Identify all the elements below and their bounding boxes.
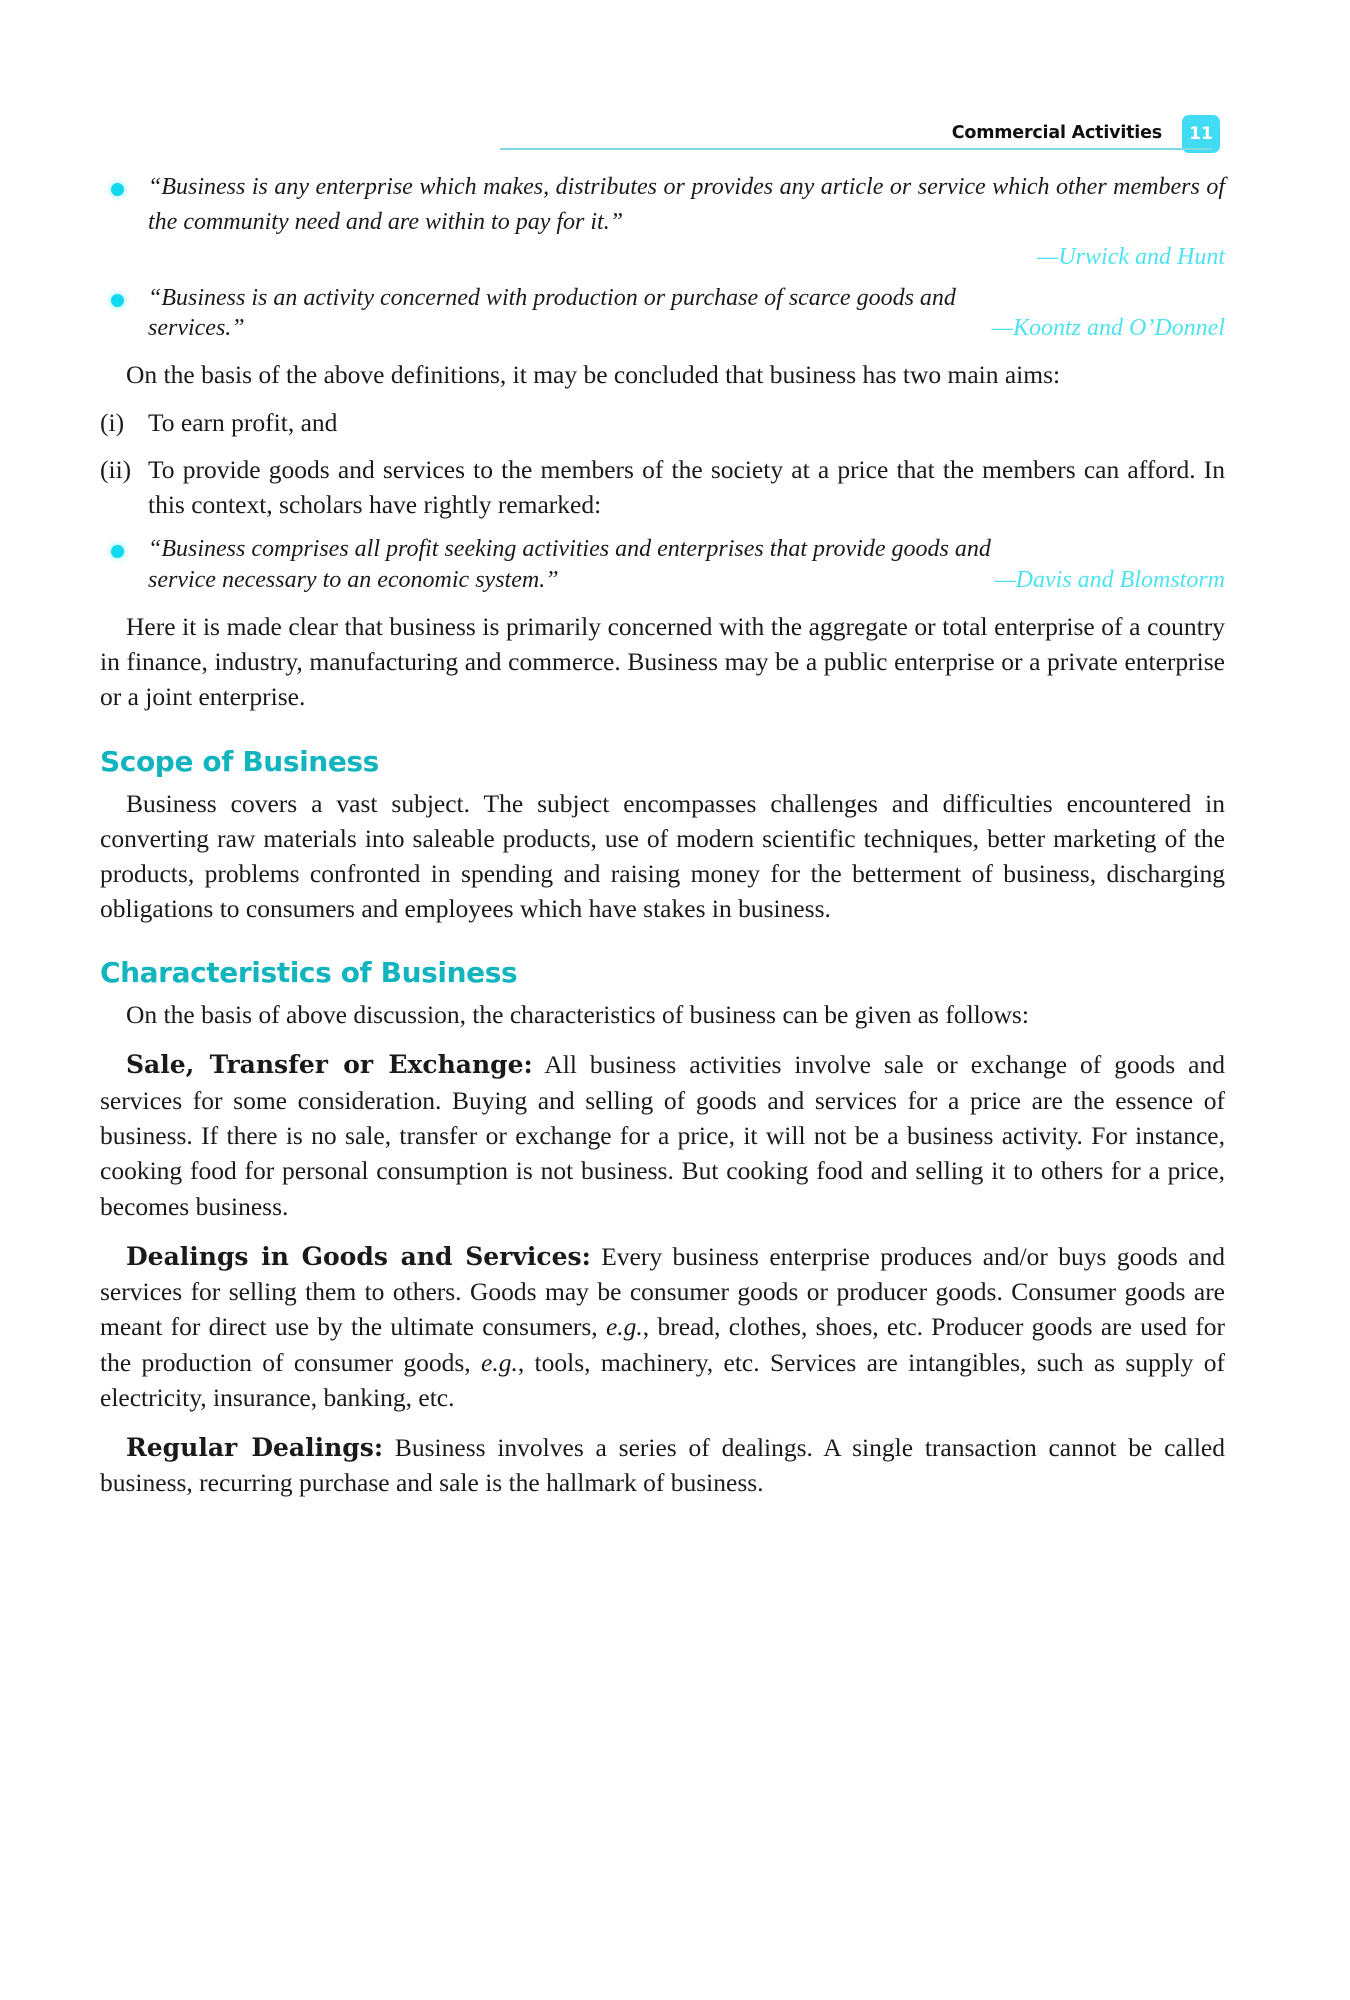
quote-attribution-1: —Urwick and Hunt (1037, 243, 1225, 270)
section-paragraph-scope: Business covers a vast subject. The subject encompasses challenges and difficulties encountered in converting raw materials into saleable products, use of modern scientific techniques, better marketing of the products, problems confronted in spending and raising money for the betterment of business, discharging obligations to consumers and employees which have stakes in business. (100, 788, 1225, 924)
bullet-icon (111, 183, 124, 196)
quote-block-2 (100, 281, 1225, 343)
characteristic-term-3: Regular Dealings: (126, 1432, 384, 1462)
intro-paragraph: On the basis of the above definitions, it may be concluded that business has two main aims: (126, 360, 1061, 390)
quote-block-3 (100, 532, 1225, 594)
aim-text-2: To provide goods and services to the members of the society at a price that the members can afford. In this context, scholars have rightly remarked: (148, 454, 1225, 519)
aim-text-1: To earn profit, and (148, 407, 338, 437)
clarify-paragraph-block (100, 609, 1225, 715)
header-title: Commercial Activities (951, 123, 1162, 143)
page-number-badge: 11 (1182, 115, 1220, 153)
quote-text-3-tail: service necessary to an economic system.” (148, 566, 559, 593)
characteristic-body-2-part3: , tools, machinery, etc. Services are intangibles, such as supply of electricity, insurance, banking, etc. (100, 1347, 1225, 1412)
characteristic-block-3 (100, 1430, 1225, 1501)
section-heading-characteristics: Characteristics of Business (100, 956, 518, 990)
quote-attribution-3: —Davis and Blomstorm (994, 566, 1225, 593)
section-heading-scope: Scope of Business (100, 744, 379, 778)
aim-marker-1: (i) (100, 407, 125, 437)
header-divider (500, 148, 1212, 150)
clarify-paragraph: Here it is made clear that business is primarily concerned with the aggregate or total enterprise of a country in finance, industry, manufacturing and commerce. Business may be a public enterprise or a private enterprise or a joint enterprise. (100, 611, 1225, 712)
characteristic-eg-1: e.g. (605, 1312, 643, 1342)
quote-text-3: “Business comprises all profit seeking activities and enterprises that provide goods and (148, 536, 991, 563)
aim-item-1 (100, 405, 1225, 440)
quote-last-line-3 (148, 567, 1225, 594)
characteristic-eg-2: e.g. (481, 1347, 518, 1377)
characteristic-body-2-part1: Every business enterprise produces and/or buys goods and services for selling them to others. Goods may be consumer goods or producer goods. Consumer goods are meant for direct use by the ultimate consumers, (100, 1241, 1225, 1342)
bullet-icon (111, 545, 124, 558)
bullet-icon (111, 294, 124, 307)
page-header (500, 108, 1220, 150)
characteristic-body-3: Business involves a series of dealings. A single transaction cannot be called business, recurring purchase and sale is the hallmark of business. (100, 1432, 1225, 1498)
intro-paragraph-block (100, 357, 1225, 392)
quote-block-1 (100, 170, 1225, 271)
quote-text-2: “Business is an activity concerned with production or purchase of scarce goods and (148, 284, 956, 311)
aim-marker-2: (ii) (100, 454, 132, 484)
characteristic-body-2-part2: , bread, clothes, shoes, etc. Producer goods are used for the production of consumer goods, (100, 1312, 1225, 1377)
quote-text-1: “Business is any enterprise which makes, distributes or provides any article or service which other members of the community need and are within to pay for it.” (148, 174, 1225, 235)
characteristic-term-2: Dealings in Goods and Services: (126, 1241, 591, 1271)
quote-text-2-tail: services.” (148, 315, 245, 342)
quote-last-line-2 (148, 315, 1225, 342)
page-content (100, 160, 1225, 1501)
quote-attribution-2: —Koontz and O’Donnel (991, 315, 1225, 342)
characteristic-block-1 (100, 1047, 1225, 1223)
characteristic-block-2 (100, 1239, 1225, 1415)
characteristic-term-1: Sale, Transfer or Exchange: (126, 1050, 533, 1080)
characteristic-paragraph-1 (100, 1047, 1225, 1223)
characteristic-paragraph-2 (100, 1239, 1225, 1415)
characteristic-body-1: All business activities involve sale or exchange of goods and services for some consideration. Buying and selling of goods and services for a price are the essence of business. If there is no sale, transfer or exchange for a price, it will not be a business activity. For instance, cooking food for personal consumption is not business. But cooking food and selling it to others for a price, becomes business. (100, 1050, 1225, 1221)
section-paragraph-characteristics: On the basis of above discussion, the characteristics of business can be given as follows: (126, 1000, 1029, 1030)
aim-item-2 (100, 452, 1225, 522)
characteristic-paragraph-3 (100, 1430, 1225, 1501)
